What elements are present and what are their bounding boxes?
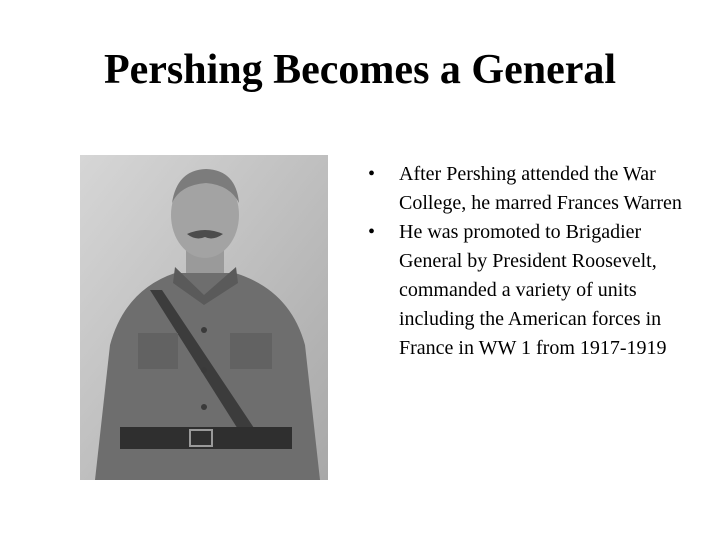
bullet-list <box>362 160 682 363</box>
right-chest-pocket <box>230 333 272 369</box>
slide-title: Pershing Becomes a General <box>103 47 617 93</box>
bullet-item <box>362 160 682 218</box>
portrait-illustration <box>80 155 328 480</box>
bullet-text: After Pershing attended the War College, he marred Frances Warren <box>399 163 682 214</box>
jacket-button <box>201 367 207 373</box>
bullet-item <box>362 218 682 363</box>
bullet-marker: • <box>368 221 376 243</box>
bullet-marker: • <box>368 163 376 185</box>
jacket-button <box>201 404 207 410</box>
jacket-button <box>201 327 207 333</box>
bullet-text: He was promoted to Brigadier General by President Roosevelt, commanded a variety of units including the American forces in France in WW 1 from 1917-1919 <box>399 221 667 359</box>
pershing-portrait-photo <box>80 155 328 480</box>
left-chest-pocket <box>138 333 178 369</box>
